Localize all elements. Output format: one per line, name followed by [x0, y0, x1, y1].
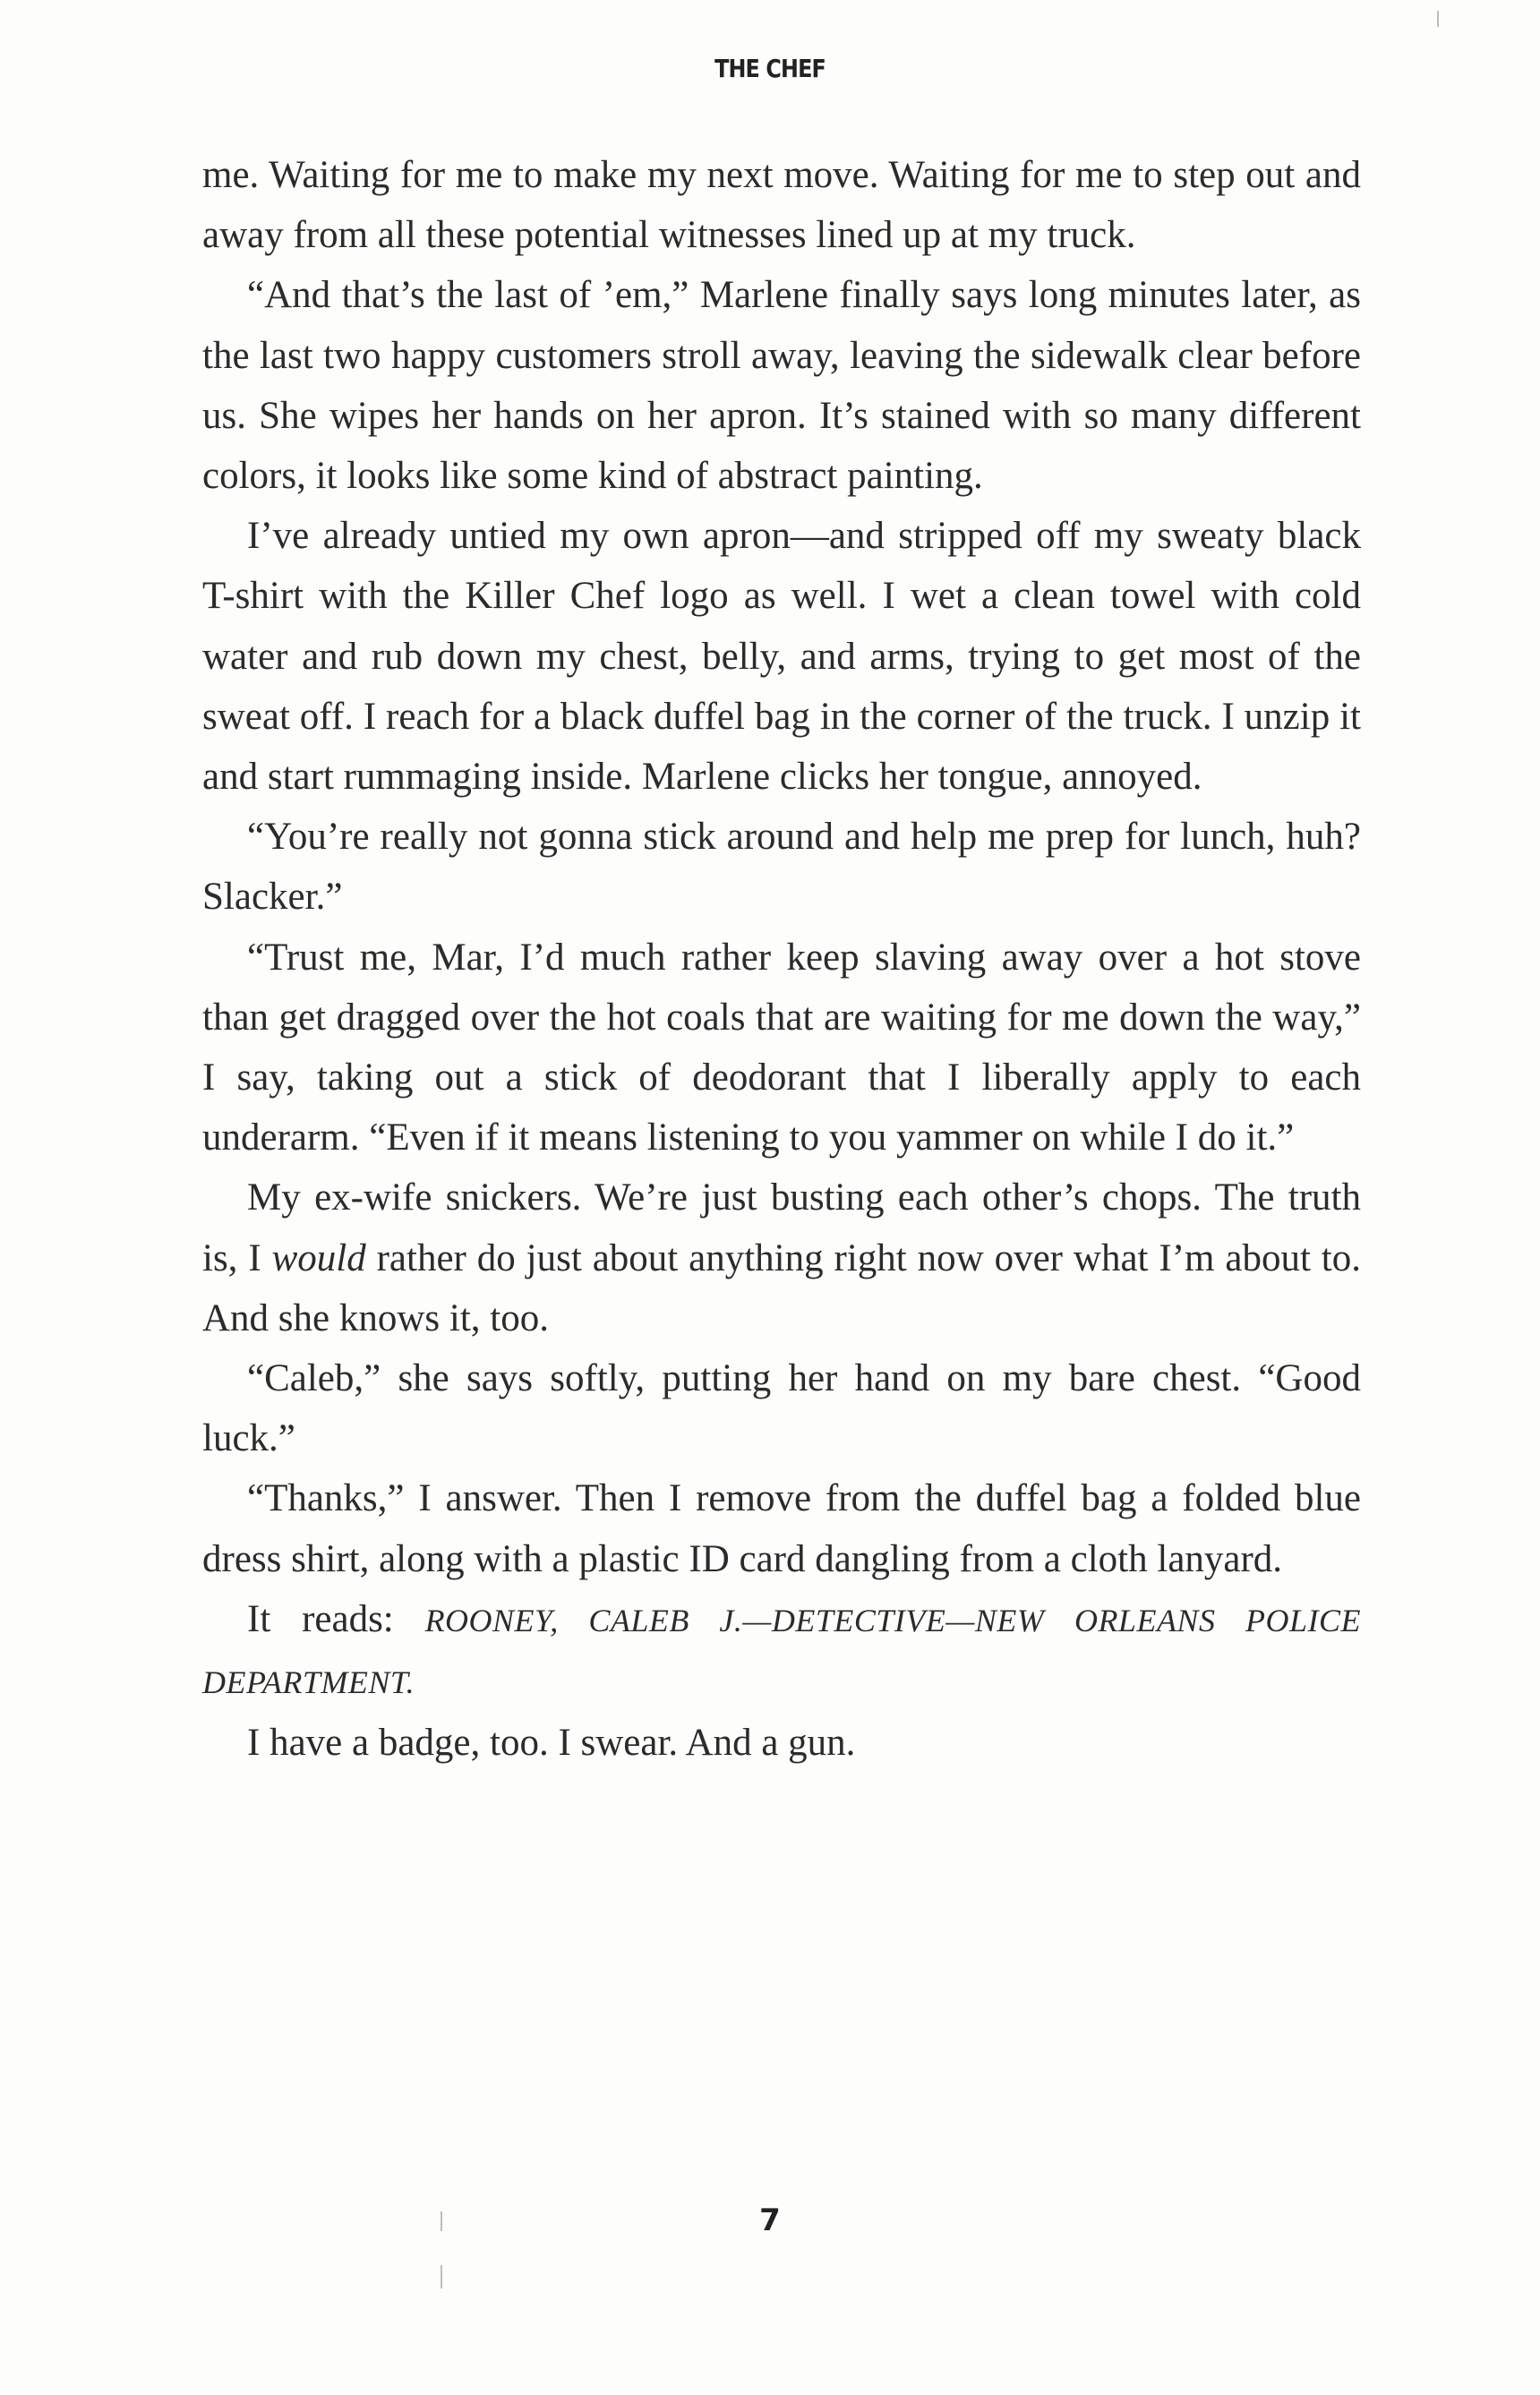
scan-speck: [441, 2265, 442, 2288]
body-text: [202, 145, 1361, 1773]
paragraph-5: “Trust me, Mar, I’d much rather keep slaving away over a hot stove than get dragged over the hot coals that are waiting for me down the way,” I say, taking out a stick of deodorant that I liberally apply to each underarm. “Even if it means listening to you yammer on while I do it.”: [202, 936, 1361, 1159]
scan-speck: [441, 2211, 442, 2231]
paragraph-10: I have a badge, too. I swear. And a gun.: [247, 1722, 856, 1765]
running-head: THE CHEF: [714, 54, 826, 83]
emphasis-would: would: [271, 1236, 366, 1279]
paragraph-9-lead: It reads:: [247, 1597, 425, 1640]
scan-speck: [1437, 11, 1439, 27]
paragraph-6-text-b: rather do just about anything right now over what I’m about to. And she knows it, too.: [202, 1236, 1362, 1339]
paragraph-9: [202, 1589, 1361, 1713]
id-card-text: ROONEY, CALEB J.—DETECTIVE—NEW ORLEANS POLICE DEPARTMENT.: [202, 1602, 1362, 1701]
paragraph-1: me. Waiting for me to make my next move. Waiting for me to step out and away from all these potential witnesses lined up at my truck.: [202, 154, 1361, 257]
page-number: 7: [759, 2203, 781, 2238]
paragraph-2: “And that’s the last of ’em,” Marlene finally says long minutes later, as the last two happy customers stroll away, leaving the sidewalk clear before us. She wipes her hands on her apron. It’s stained with so many different colors, it looks like some kind of abstract painting.: [202, 274, 1361, 498]
paragraph-8: “Thanks,” I answer. Then I remove from the duffel bag a folded blue dress shirt, along with a plastic ID card dangling from a cloth lanyard.: [202, 1477, 1361, 1580]
paragraph-6-text-a: My ex-wife snickers. We’re just busting each other’s chops. The truth is, I: [202, 1176, 1361, 1279]
paragraph-4: “You’re really not gonna stick around and help me prep for lunch, huh? Slacker.”: [202, 816, 1361, 919]
paragraph-3: I’ve already untied my own apron—and stripped off my sweaty black T-shirt with the Killer Chef logo as well. I wet a clean towel with cold water and rub down my chest, belly, and arms, trying to get most of the sweat off. I reach for a black duffel bag in the corner of the truck. I unzip it and start rummaging inside. Marlene clicks her tongue, annoyed.: [202, 515, 1361, 799]
paragraph-6: [202, 1168, 1361, 1348]
paragraph-7: “Caleb,” she says softly, putting her hand on my bare chest. “Good luck.”: [202, 1357, 1361, 1460]
